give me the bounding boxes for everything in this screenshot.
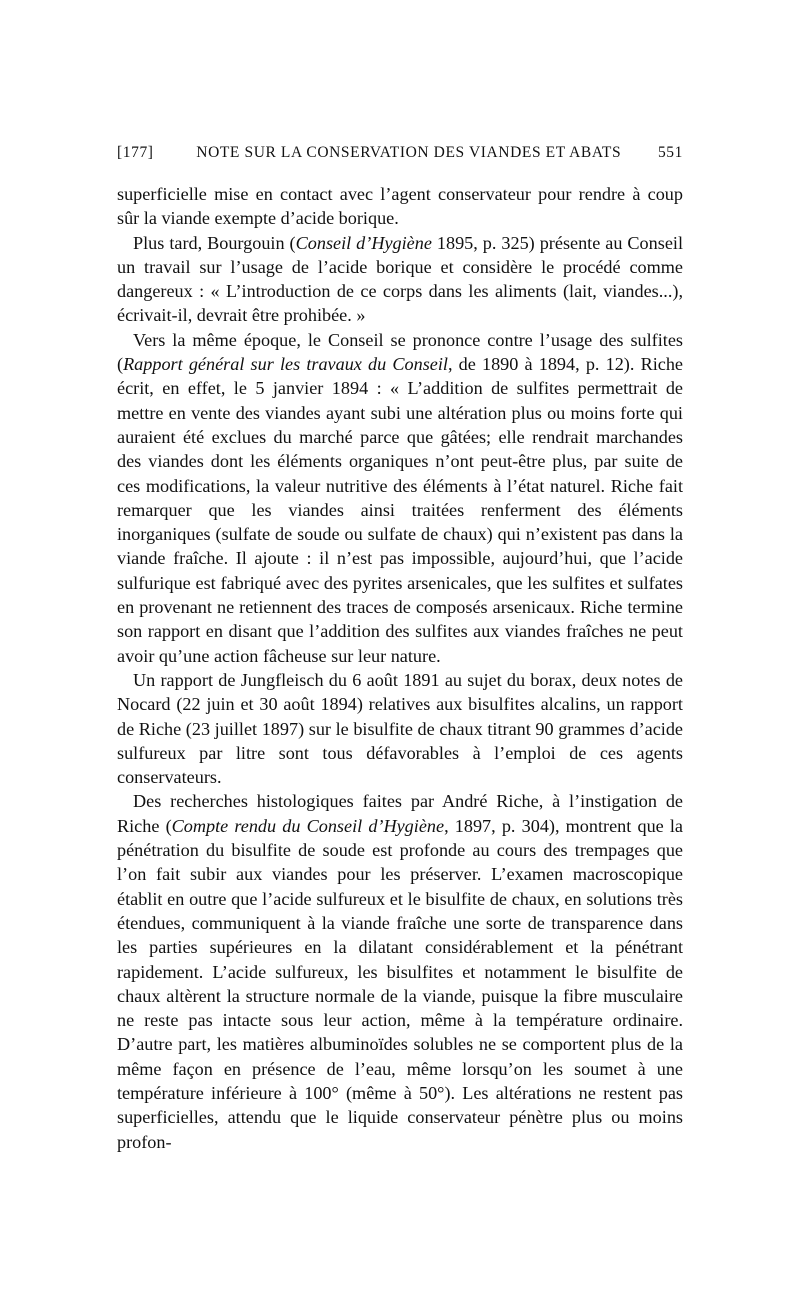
paragraph xyxy=(117,668,683,789)
text-segment: Un rapport de Jungfleisch du 6 août 1891 au sujet du borax, deux notes de Nocard (22 juin et 30 août 1894) relatives aux bisulfites alcalins, un rapport de Riche (23 juillet 1897) sur le bisulfite de chaux titrant 90 grammes d’acide sulfureux par litre sont tous défavorables à l’emploi de ces agents conservateurs. xyxy=(117,669,683,788)
running-header xyxy=(117,144,683,170)
running-title: NOTE SUR LA CONSERVATION DES VIANDES ET ABATS xyxy=(196,144,622,161)
paragraph xyxy=(117,231,683,328)
paragraph xyxy=(117,328,683,668)
italic-citation: Compte rendu du Conseil d’Hygiène xyxy=(171,815,445,836)
text-segment: , de 1890 à 1894, p. 12). Riche écrit, en effet, le 5 janvier 1894 : « L’addition de sulfites permettrait de mettre en vente des viandes ayant subi une altération plus ou moins forte qui auraient été exclues du marché parce que gâtées; elle rendrait marchandes des viandes dont les éléments organiques n’ont peut-être plus, par suite de ces modifications, la valeur nutritive des éléments à l’état naturel. Riche fait remarquer que les viandes ainsi traitées renferment des éléments inorganiques (sulfate de soude ou sulfate de chaux) qui n’existent pas dans la viande fraîche. Il ajoute : il n’est pas impossible, aujourd’hui, que l’acide sulfurique est fabriqué avec des pyrites arsenicales, que les sulfites et sulfates en provenant ne retiennent des traces de composés arsenicaux. Riche termine son rapport en disant que l’addition des sulfites aux viandes fraîches ne peut avoir qu’une action fâcheuse sur leur nature. xyxy=(117,354,683,666)
paragraph xyxy=(117,182,683,231)
paragraph xyxy=(117,789,683,1153)
page-number: 551 xyxy=(657,144,683,161)
text-segment: 1895, p. 325) présente au Conseil un travail sur l’usage de l’acide borique et considère le procédé comme dangereux : « L’introduction de ce corps dans les aliments (lait, viandes...), écrivait-il, devrait être prohibée. » xyxy=(117,232,683,326)
text-segment: Plus tard, Bourgouin ( xyxy=(133,232,296,253)
italic-citation: Conseil d’Hygiène xyxy=(295,232,432,253)
text-segment: superficielle mise en contact avec l’agent conservateur pour rendre à coup sûr la viande exempte d’acide borique. xyxy=(117,184,683,229)
italic-citation: Rapport général sur les travaux du Conseil xyxy=(123,354,448,375)
section-number: [177] xyxy=(117,144,154,161)
body-text xyxy=(117,182,683,1154)
text-segment: , 1897, p. 304), montrent que la pénétration du bisulfite de soude est profonde au cours des trempages que l’on fait subir aux viandes pour les préserver. L’examen macroscopique établit en outre que l’acide sulfureux et le bisulfite de chaux, en solutions très étendues, communiquent à la viande fraîche une sorte de transparence dans les parties supérieures en la dilatant considérablement et la pénétrant rapidement. L’acide sulfureux, les bisulfites et notamment le bisulfite de chaux altèrent la structure normale de la viande, puisque la fibre musculaire ne reste pas intacte sous leur action, même à la température ordinaire. D’autre part, les matières albuminoïdes solubles ne se comportent plus de la même façon en présence de l’eau, même lorsqu’on les soumet à une température inférieure à 100° (même à 50°). Les altérations ne restent pas superficielles, attendu que le liquide conservateur pénètre plus ou moins profon- xyxy=(117,815,684,1152)
document-page xyxy=(117,144,683,1154)
text-segment: Des recherches histologiques faites par André Riche, à l’instigation de Riche ( xyxy=(117,791,683,836)
text-segment: Vers la même époque, le Conseil se prononce contre l’usage des sulfites ( xyxy=(117,329,683,375)
